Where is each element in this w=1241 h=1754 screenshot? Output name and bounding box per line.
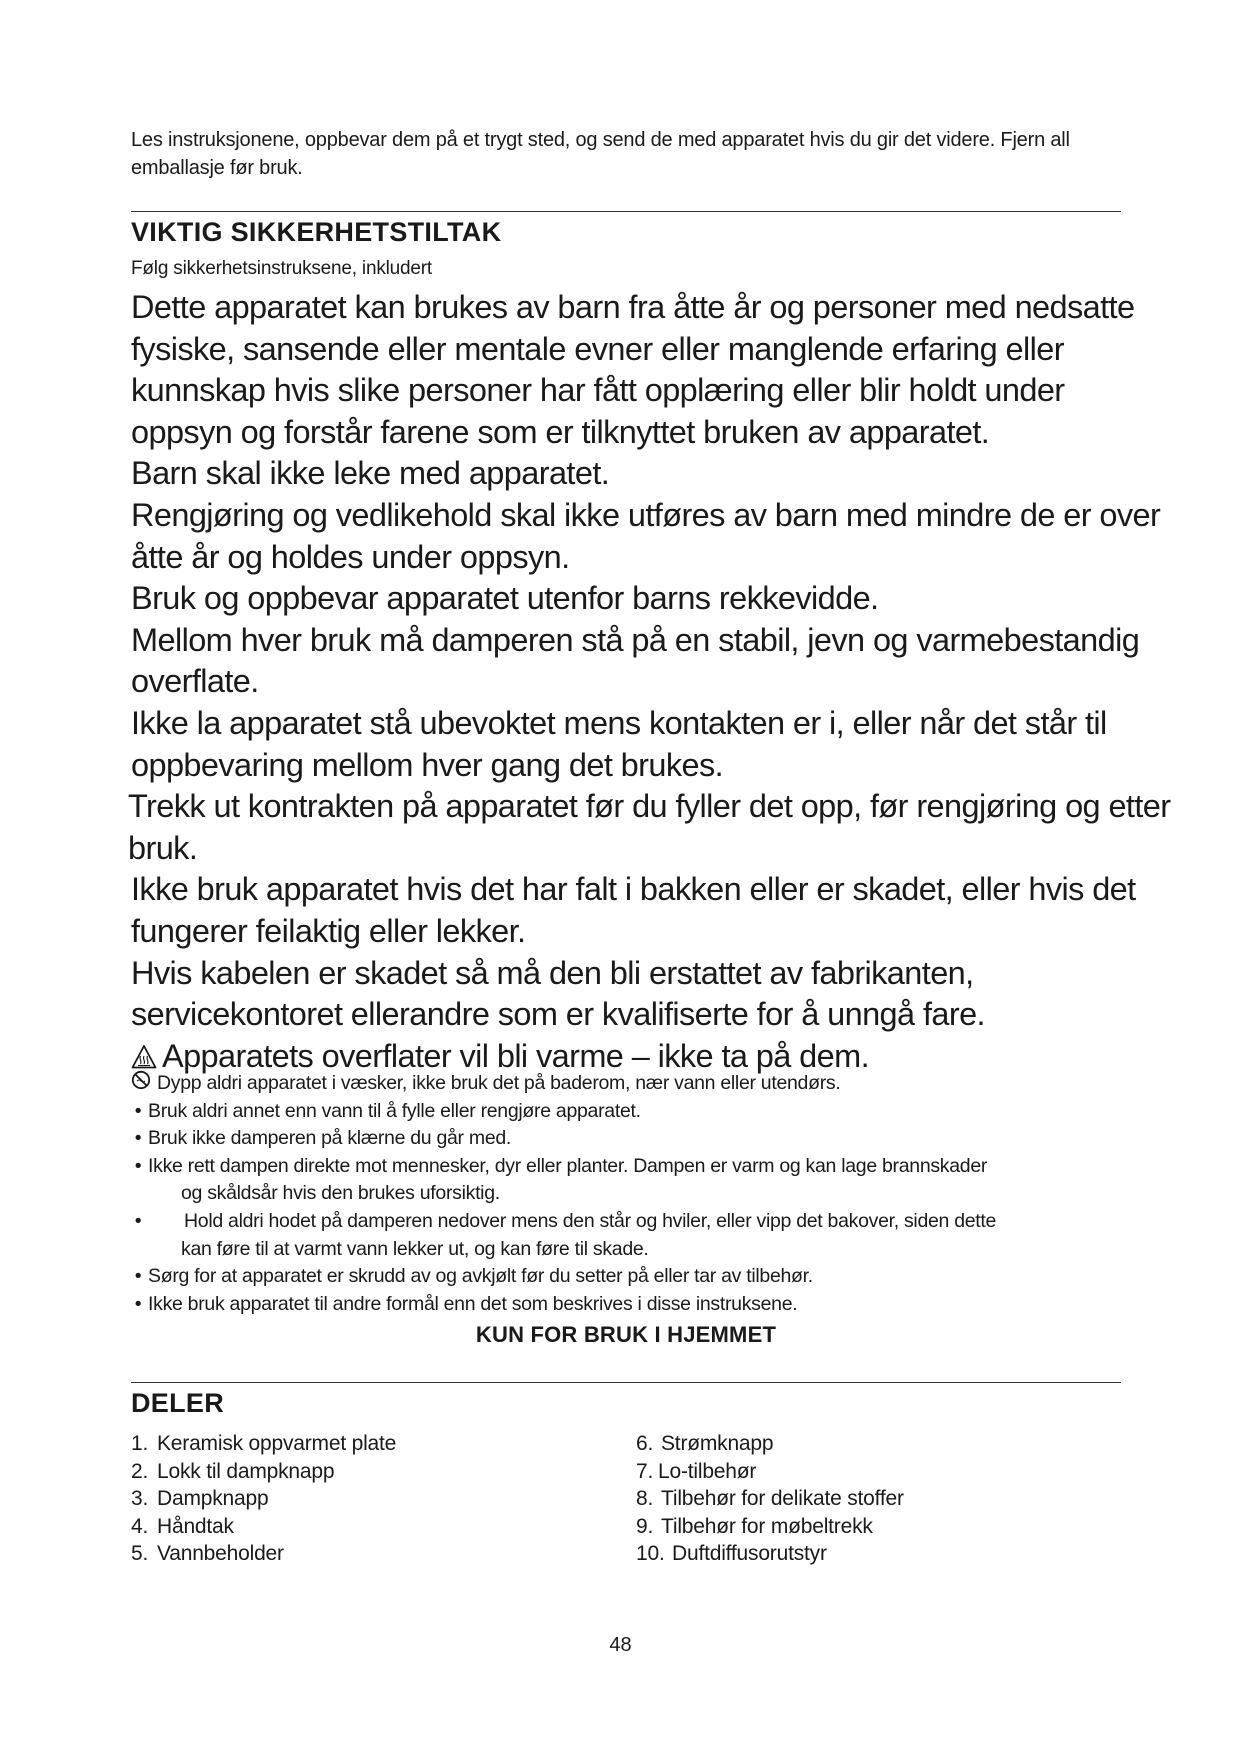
part-number: 10. — [636, 1542, 665, 1566]
list-item — [131, 1098, 1121, 1126]
part-number: 8. — [636, 1487, 654, 1511]
bullet-mark: • — [134, 1154, 142, 1177]
list-item — [636, 1430, 904, 1458]
part-label: Dampknapp — [157, 1487, 269, 1511]
list-item — [131, 1153, 1121, 1181]
bullet-text: Bruk ikke damperen på klærne du går med. — [148, 1127, 512, 1150]
bullet-text: Sørg for at apparatet er skrudd av og avkjølt før du setter på eller tar av tilbehør. — [148, 1265, 813, 1288]
part-label: Strømknapp — [661, 1432, 774, 1455]
safety-paragraph: Ikke bruk apparatet hvis det har falt i bakken eller er skadet, eller hvis det fungerer feilaktig eller lekker. — [131, 871, 1136, 949]
list-item — [131, 1540, 396, 1568]
safety-paragraph: Dette apparatet kan brukes av barn fra åtte år og personer med nedsatte fysiske, sansende eller mentale evner eller manglende erfaring eller kunnskap hvis slike personer har fått opplæring eller blir holdt under oppsyn og forstår farene som er tilknyttet bruken av apparatet. — [131, 289, 1135, 450]
part-label: Håndtak — [157, 1514, 234, 1538]
bullet-text: Hold aldri hodet på damperen nedover mens den står og hviler, eller vipp det bakover, siden dette — [184, 1209, 997, 1232]
part-number: 2. — [131, 1459, 149, 1483]
bullet-mark: • — [134, 1099, 142, 1122]
safety-paragraph: Ikke la apparatet stå ubevoktet mens kontakten er i, eller når det står til oppbevaring mellom hver gang det brukes. — [131, 704, 1107, 783]
safety-paragraph: Hvis kabelen er skadet så må den bli erstattet av fabrikanten, servicekontoret ellerandre som er kvalifiserte for å unngå fare. — [131, 954, 985, 1033]
home-use-heading: KUN FOR BRUK I HJEMMET — [475, 1322, 777, 1347]
intro-text: Les instruksjonene, oppbevar dem på et trygt sted, og send de med apparatet hvis du gir det videre. Fjern all emballasje før bruk. — [131, 129, 1070, 179]
bullet-text: kan føre til at varmt vann lekker ut, og kan føre til skade. — [181, 1237, 649, 1260]
section-divider — [131, 211, 1121, 212]
no-immersion-icon — [131, 1070, 151, 1090]
section-divider — [131, 1382, 1121, 1383]
bullet-mark: • — [134, 1127, 142, 1150]
bullet-text: Ikke bruk apparatet til andre formål enn det som beskrives i disse instruksene. — [148, 1292, 798, 1315]
list-item — [636, 1540, 904, 1568]
safety-heading: VIKTIG SIKKERHETSTILTAK — [131, 217, 502, 247]
list-item — [131, 1458, 396, 1486]
list-item — [131, 1485, 396, 1513]
safety-large-text — [128, 287, 1171, 1077]
safety-paragraph: Rengjøring og vedlikehold skal ikke utføres av barn med mindre de er over åtte år og holdes under oppsyn. — [131, 496, 1161, 575]
list-item — [131, 1513, 396, 1541]
part-label: Keramisk oppvarmet plate — [157, 1432, 397, 1455]
no-immersion-text: Dypp aldri apparatet i væsker, ikke bruk det på baderom, nær vann eller utendørs. — [157, 1072, 841, 1094]
bullet-text: og skåldsår hvis den brukes uforsiktig. — [181, 1182, 500, 1205]
part-label: Vannbeholder — [157, 1542, 284, 1566]
list-item — [636, 1458, 904, 1486]
safety-subheading: Følg sikkerhetsinstruksene, inkludert — [131, 258, 432, 279]
hot-surface-warning-text: Apparatets overflater vil bli varme – ikke ta på dem. — [162, 1037, 870, 1074]
safety-paragraph: Mellom hver bruk må damperen stå på en stabil, jevn og varmebestandig overflate. — [131, 621, 1140, 700]
safety-bullets — [131, 1070, 1121, 1318]
part-label: Tilbehør for møbeltrekk — [661, 1514, 873, 1538]
bullet-mark: • — [134, 1292, 142, 1315]
parts-heading: DELER — [131, 1388, 225, 1418]
list-item — [131, 1070, 1121, 1098]
bullet-mark: • — [134, 1265, 142, 1288]
list-item — [636, 1513, 904, 1541]
page-number: 48 — [609, 1634, 632, 1656]
part-label: Lokk til dampknapp — [157, 1459, 335, 1483]
bullet-text: Bruk aldri annet enn vann til å fylle eller rengjøre apparatet. — [148, 1099, 641, 1122]
list-item-continuation — [131, 1236, 1121, 1264]
safety-paragraph: Trekk ut kontrakten på apparatet før du fyller det opp, før rengjøring og etter bruk. — [128, 788, 1171, 866]
hot-surface-warning-icon — [131, 1044, 157, 1070]
part-number: 6. — [636, 1432, 654, 1455]
list-item — [131, 1208, 1121, 1236]
list-item — [636, 1485, 904, 1513]
parts-list-left — [131, 1430, 396, 1568]
part-number: 5. — [131, 1542, 149, 1566]
part-label: Lo-tilbehør — [658, 1459, 757, 1483]
safety-paragraph: Bruk og oppbevar apparatet utenfor barns rekkevidde. — [131, 580, 879, 617]
part-label: Tilbehør for delikate stoffer — [661, 1487, 904, 1511]
part-number: 7. — [636, 1459, 654, 1483]
list-item — [131, 1430, 396, 1458]
part-number: 4. — [131, 1514, 149, 1538]
list-item — [131, 1263, 1121, 1291]
part-number: 3. — [131, 1487, 149, 1511]
part-number: 1. — [131, 1432, 149, 1455]
list-item — [131, 1125, 1121, 1153]
list-item — [131, 1291, 1121, 1319]
part-number: 9. — [636, 1514, 654, 1538]
part-label: Duftdiffusorutstyr — [672, 1542, 827, 1566]
parts-list-right — [636, 1430, 904, 1568]
bullet-mark: • — [134, 1209, 142, 1232]
bullet-text: Ikke rett dampen direkte mot mennesker, dyr eller planter. Dampen er varm og kan lage brannskader — [148, 1154, 988, 1177]
list-item-continuation — [131, 1180, 1121, 1208]
safety-paragraph: Barn skal ikke leke med apparatet. — [131, 455, 610, 492]
